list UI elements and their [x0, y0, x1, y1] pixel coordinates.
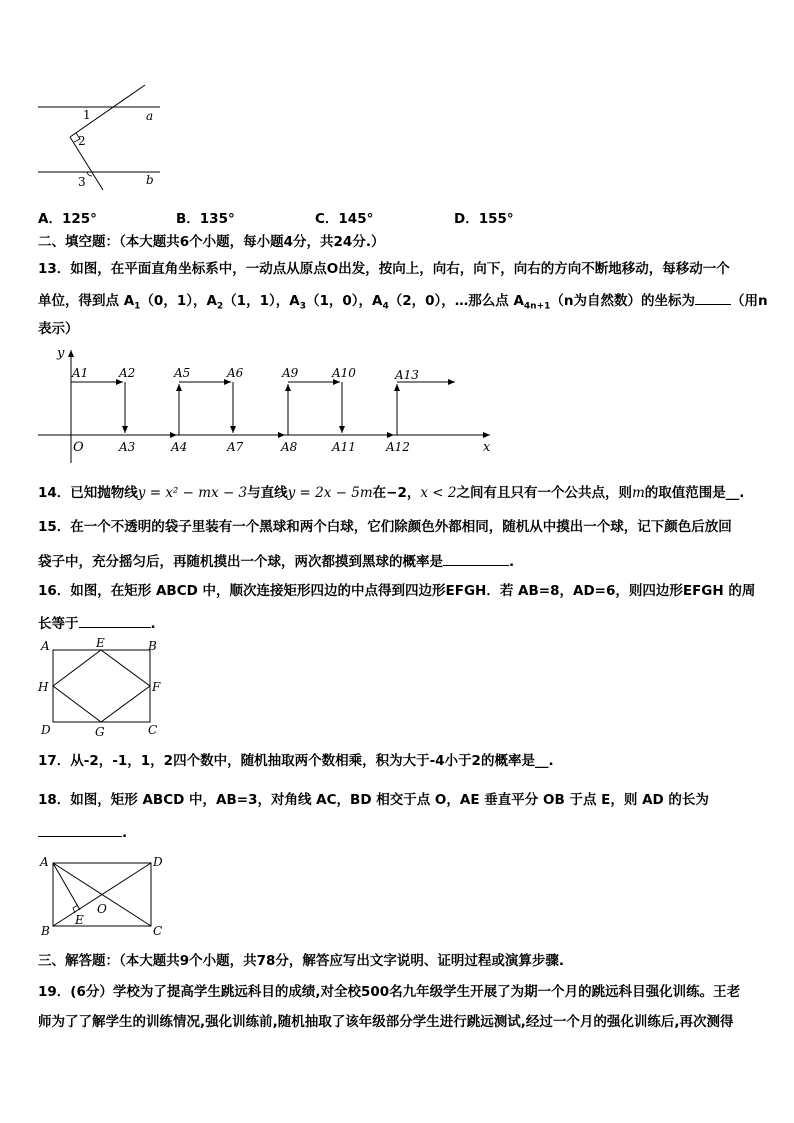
angle3-label: 3	[78, 175, 86, 189]
transversal-upper	[70, 85, 145, 137]
q19-line1: 19．(6分）学校为了提高学生跳远科目的成绩,对全校500名九年级学生开展了为期一个月的跳远科目强化训练。王老	[38, 984, 741, 1000]
label-C: C	[148, 723, 158, 737]
angle3-arc	[87, 172, 92, 176]
angle1-label: 1	[83, 108, 91, 122]
q13-line2: 单位，得到点 $A_1(0$，1），$A_2(1$，1），$A_3(1$，0），$A_4(2$，0），…那么点 $A_{4n+1}(n$为自然数）的坐标为 （用n	[38, 290, 764, 316]
q16-line2: 长等于 .	[38, 613, 764, 633]
label-D: D	[41, 723, 51, 737]
label-E: E	[96, 636, 105, 650]
rhombus-efgh	[53, 650, 150, 722]
q14-line: 14．已知抛物线y = x² − mx − 3与直线y = 2x − 5m在−2，x < 2之间有且只有一个公共点，则m的取值范围是__.	[38, 485, 745, 501]
q18-line2: .	[38, 822, 764, 842]
q13-answer-blank[interactable]	[695, 290, 731, 305]
option-a: A．125°	[38, 211, 97, 227]
q18-line1: 18．如图，矩形 ABCD 中，AB=3，对角线 AC，BD 相交于点 O，AE 垂直平分 OB 于点 E，则 AD 的长为	[38, 792, 709, 808]
label-H: H	[38, 680, 49, 694]
label-A5: A5	[174, 366, 191, 380]
q16-answer-blank[interactable]	[79, 613, 151, 628]
q16-figure	[38, 637, 173, 737]
label-A11: A11	[332, 440, 356, 454]
origin-label: O	[73, 440, 84, 455]
q12-figure	[35, 85, 175, 189]
q17-line: 17．从-2，-1，1，2四个数中，随机抽取两个数相乘，积为大于-4小于2的概率是__.	[38, 753, 554, 769]
rectangle-abcd	[53, 650, 150, 722]
q15-answer-blank[interactable]	[443, 551, 509, 566]
q19-line2: 师为了了解学生的训练情况,强化训练前,随机抽取了该年级部分学生进行跳远测试,经过一个月的强化训练后,再次测得	[38, 1014, 734, 1030]
label-G: G	[95, 725, 105, 739]
label-A13: A13	[395, 368, 419, 382]
label-F: F	[152, 680, 161, 694]
segment-ae	[53, 863, 80, 910]
label-B: B	[41, 924, 50, 938]
label-A10: A10	[332, 366, 356, 380]
option-d: D．155°	[454, 211, 514, 227]
q15-line1: 15．在一个不透明的袋子里装有一个黑球和两个白球，它们除颜色外都相同，随机从中摸出一个球，记下颜色后放回	[38, 519, 732, 535]
section2-heading: 二、填空题：（本大题共6个小题，每小题4分，共24分.）	[38, 234, 385, 250]
label-D: D	[153, 855, 163, 869]
q18-answer-blank[interactable]	[38, 822, 122, 837]
q18-figure	[38, 853, 178, 938]
label-A4: A4	[171, 440, 188, 454]
y-label: y	[57, 346, 65, 361]
q13-figure	[35, 345, 505, 465]
option-c: C．145°	[315, 211, 374, 227]
label-B: B	[148, 639, 157, 653]
q15-line2: 袋子中，充分摇匀后，再随机摸出一个球，两次都摸到黑球的概率是 .	[38, 551, 764, 571]
label-A: A	[40, 855, 49, 869]
x-label: x	[483, 440, 491, 455]
label-A9: A9	[282, 366, 299, 380]
label-A6: A6	[227, 366, 244, 380]
q14-parabola: y = x² − mx − 3	[137, 485, 248, 501]
label-A2: A2	[119, 366, 136, 380]
line-a-label: a	[146, 109, 154, 123]
q16-line1: 16．如图，在矩形 ABCD 中，顺次连接矩形四边的中点得到四边形EFGH．若 AB=8，AD=6，则四边形EFGH 的周	[38, 583, 756, 599]
angle2-label: 2	[78, 134, 86, 148]
line-b-label: b	[146, 173, 154, 187]
transversal-lower	[70, 137, 103, 190]
label-A12: A12	[386, 440, 410, 454]
q13-line3: 表示）	[38, 321, 79, 337]
label-A7: A7	[227, 440, 244, 454]
label-A3: A3	[119, 440, 136, 454]
option-b: B．135°	[176, 211, 235, 227]
path-segments	[71, 382, 455, 435]
label-E: E	[75, 913, 84, 927]
label-C: C	[153, 924, 163, 938]
section3-heading: 三、解答题：（本大题共9个小题，共78分，解答应写出文字说明、证明过程或演算步骤.	[38, 953, 565, 969]
label-A: A	[41, 639, 50, 653]
label-A1: A1	[72, 366, 89, 380]
label-O: O	[97, 902, 107, 916]
label-A8: A8	[281, 440, 298, 454]
q13-line1: 13．如图，在平面直角坐标系中，一动点从原点O出发，按向上，向右，向下，向右的方向不断地移动，每移动一个	[38, 261, 730, 277]
q14-line-expr: y = 2x − 5m	[287, 485, 373, 501]
